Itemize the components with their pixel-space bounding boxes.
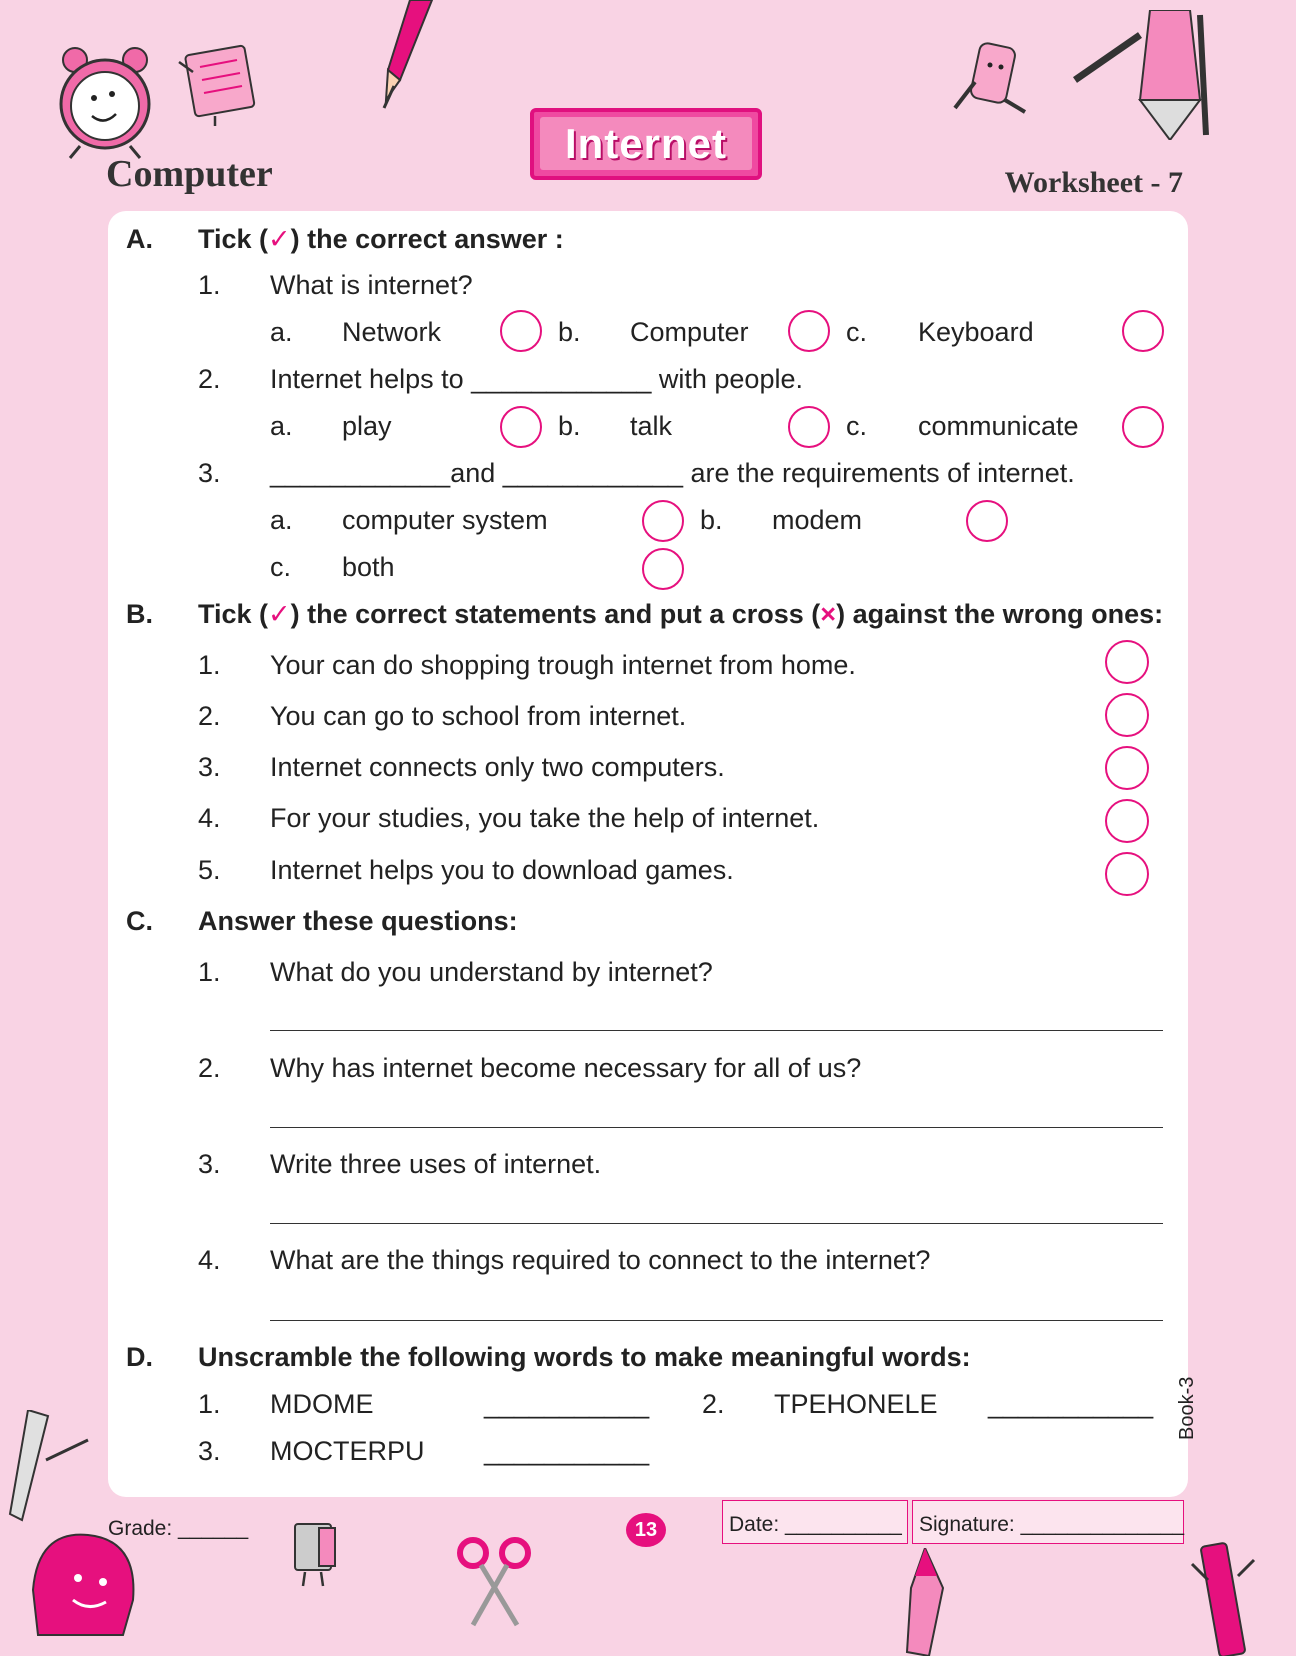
option-text: both xyxy=(342,552,395,582)
question-number: 1. xyxy=(198,270,221,300)
scrambled-word: MDOME xyxy=(270,1389,374,1419)
answer-circle[interactable] xyxy=(500,406,542,448)
section-c-heading: Answer these questions: xyxy=(198,906,518,936)
scrambled-word: MOCTERPU xyxy=(270,1436,425,1466)
section-d-heading: Unscramble the following words to make meaningful words: xyxy=(198,1342,971,1372)
question-text: ____________and ____________ are the requirements of internet. xyxy=(270,458,1075,488)
ruler-illustration xyxy=(8,1410,98,1530)
grade-field[interactable]: Grade: ______ xyxy=(108,1517,249,1540)
option-letter: b. xyxy=(558,411,581,441)
option-text: computer system xyxy=(342,505,548,535)
question-text: What are the things required to connect to the internet? xyxy=(270,1245,931,1275)
answer-line[interactable] xyxy=(270,1223,1163,1224)
option-text: communicate xyxy=(918,411,1079,441)
question-number: 1. xyxy=(198,957,221,987)
crayon-illustration xyxy=(1070,10,1210,140)
worksheet-number: Worksheet - 7 xyxy=(1004,166,1183,199)
page-number: 13 xyxy=(626,1513,666,1547)
answer-circle[interactable] xyxy=(788,406,830,448)
word-number: 2. xyxy=(702,1389,725,1419)
scrambled-word: TPEHONELE xyxy=(774,1389,938,1419)
statement-number: 1. xyxy=(198,650,221,680)
cross-mark: × xyxy=(820,599,837,629)
answer-line[interactable] xyxy=(270,1127,1163,1128)
worksheet-title: Internet xyxy=(540,117,752,170)
answer-line[interactable] xyxy=(270,1030,1163,1031)
answer-blank[interactable]: ___________ xyxy=(484,1436,650,1466)
tick-mark: ✓ xyxy=(268,599,291,629)
option-text: modem xyxy=(772,505,863,535)
book-label: Book-3 xyxy=(1176,1376,1198,1440)
section-b-heading: Tick (✓) the correct statements and put a cross (×) against the wrong ones: xyxy=(198,599,1164,629)
question-text: What is internet? xyxy=(270,270,473,300)
subject-label: Computer xyxy=(106,153,273,195)
answer-line[interactable] xyxy=(270,1320,1163,1321)
pen-illustration xyxy=(1190,1540,1260,1656)
section-d-letter: D. xyxy=(126,1342,153,1372)
question-number: 3. xyxy=(198,458,221,488)
question-text: Write three uses of internet. xyxy=(270,1149,602,1179)
option-letter: a. xyxy=(270,411,293,441)
answer-blank[interactable]: ___________ xyxy=(484,1389,650,1419)
worksheet-title-banner xyxy=(530,108,762,180)
answer-circle[interactable] xyxy=(966,500,1008,542)
answer-blank[interactable]: ___________ xyxy=(988,1389,1154,1419)
question-text: Why has internet become necessary for all of us? xyxy=(270,1053,862,1083)
section-c-letter: C. xyxy=(126,906,153,936)
alarm-clock-illustration xyxy=(50,42,160,162)
option-letter: b. xyxy=(558,317,581,347)
answer-circle[interactable] xyxy=(1122,310,1164,352)
answer-circle[interactable] xyxy=(1105,746,1149,790)
statement-number: 2. xyxy=(198,701,221,731)
question-number: 4. xyxy=(198,1245,221,1275)
tick-mark: ✓ xyxy=(268,224,291,254)
option-letter: b. xyxy=(700,505,723,535)
statement-number: 4. xyxy=(198,803,221,833)
option-letter: c. xyxy=(846,317,868,347)
sharpener-illustration xyxy=(285,1520,345,1590)
option-letter: c. xyxy=(270,552,292,582)
pencil-illustration xyxy=(380,0,440,110)
question-number: 3. xyxy=(198,1149,221,1179)
option-letter: a. xyxy=(270,317,293,347)
statement-text: For your studies, you take the help of internet. xyxy=(270,803,820,833)
statement-number: 3. xyxy=(198,752,221,782)
answer-circle[interactable] xyxy=(500,310,542,352)
question-number: 2. xyxy=(198,1053,221,1083)
section-a-letter: A. xyxy=(126,224,153,254)
answer-circle[interactable] xyxy=(788,310,830,352)
crayon-bottom-illustration xyxy=(885,1548,965,1656)
option-text: Network xyxy=(342,317,442,347)
scissors-illustration xyxy=(455,1535,535,1630)
option-letter: a. xyxy=(270,505,293,535)
answer-circle[interactable] xyxy=(1105,693,1149,737)
word-number: 3. xyxy=(198,1436,221,1466)
statement-text: Your can do shopping trough internet from home. xyxy=(270,650,856,680)
answer-circle[interactable] xyxy=(1105,799,1149,843)
option-text: play xyxy=(342,411,392,441)
statement-text: Internet connects only two computers. xyxy=(270,752,725,782)
option-text: talk xyxy=(630,411,673,441)
section-b-letter: B. xyxy=(126,599,153,629)
word-number: 1. xyxy=(198,1389,221,1419)
signature-field[interactable]: Signature: ______________ xyxy=(912,1500,1184,1544)
statement-text: You can go to school from internet. xyxy=(270,701,687,731)
notepad-illustration xyxy=(175,42,265,127)
option-text: Computer xyxy=(630,317,749,347)
answer-circle[interactable] xyxy=(642,548,684,590)
option-letter: c. xyxy=(846,411,868,441)
answer-circle[interactable] xyxy=(642,500,684,542)
eraser-illustration xyxy=(945,40,1035,120)
statement-text: Internet helps you to download games. xyxy=(270,855,734,885)
question-text: Internet helps to ____________ with people. xyxy=(270,364,803,394)
date-field[interactable]: Date: __________ xyxy=(722,1500,908,1544)
answer-circle[interactable] xyxy=(1105,852,1149,896)
question-text: What do you understand by internet? xyxy=(270,957,713,987)
answer-circle[interactable] xyxy=(1105,640,1149,684)
answer-circle[interactable] xyxy=(1122,406,1164,448)
option-text: Keyboard xyxy=(918,317,1034,347)
section-a-heading: Tick (✓) the correct answer : xyxy=(198,224,564,254)
statement-number: 5. xyxy=(198,855,221,885)
question-number: 2. xyxy=(198,364,221,394)
